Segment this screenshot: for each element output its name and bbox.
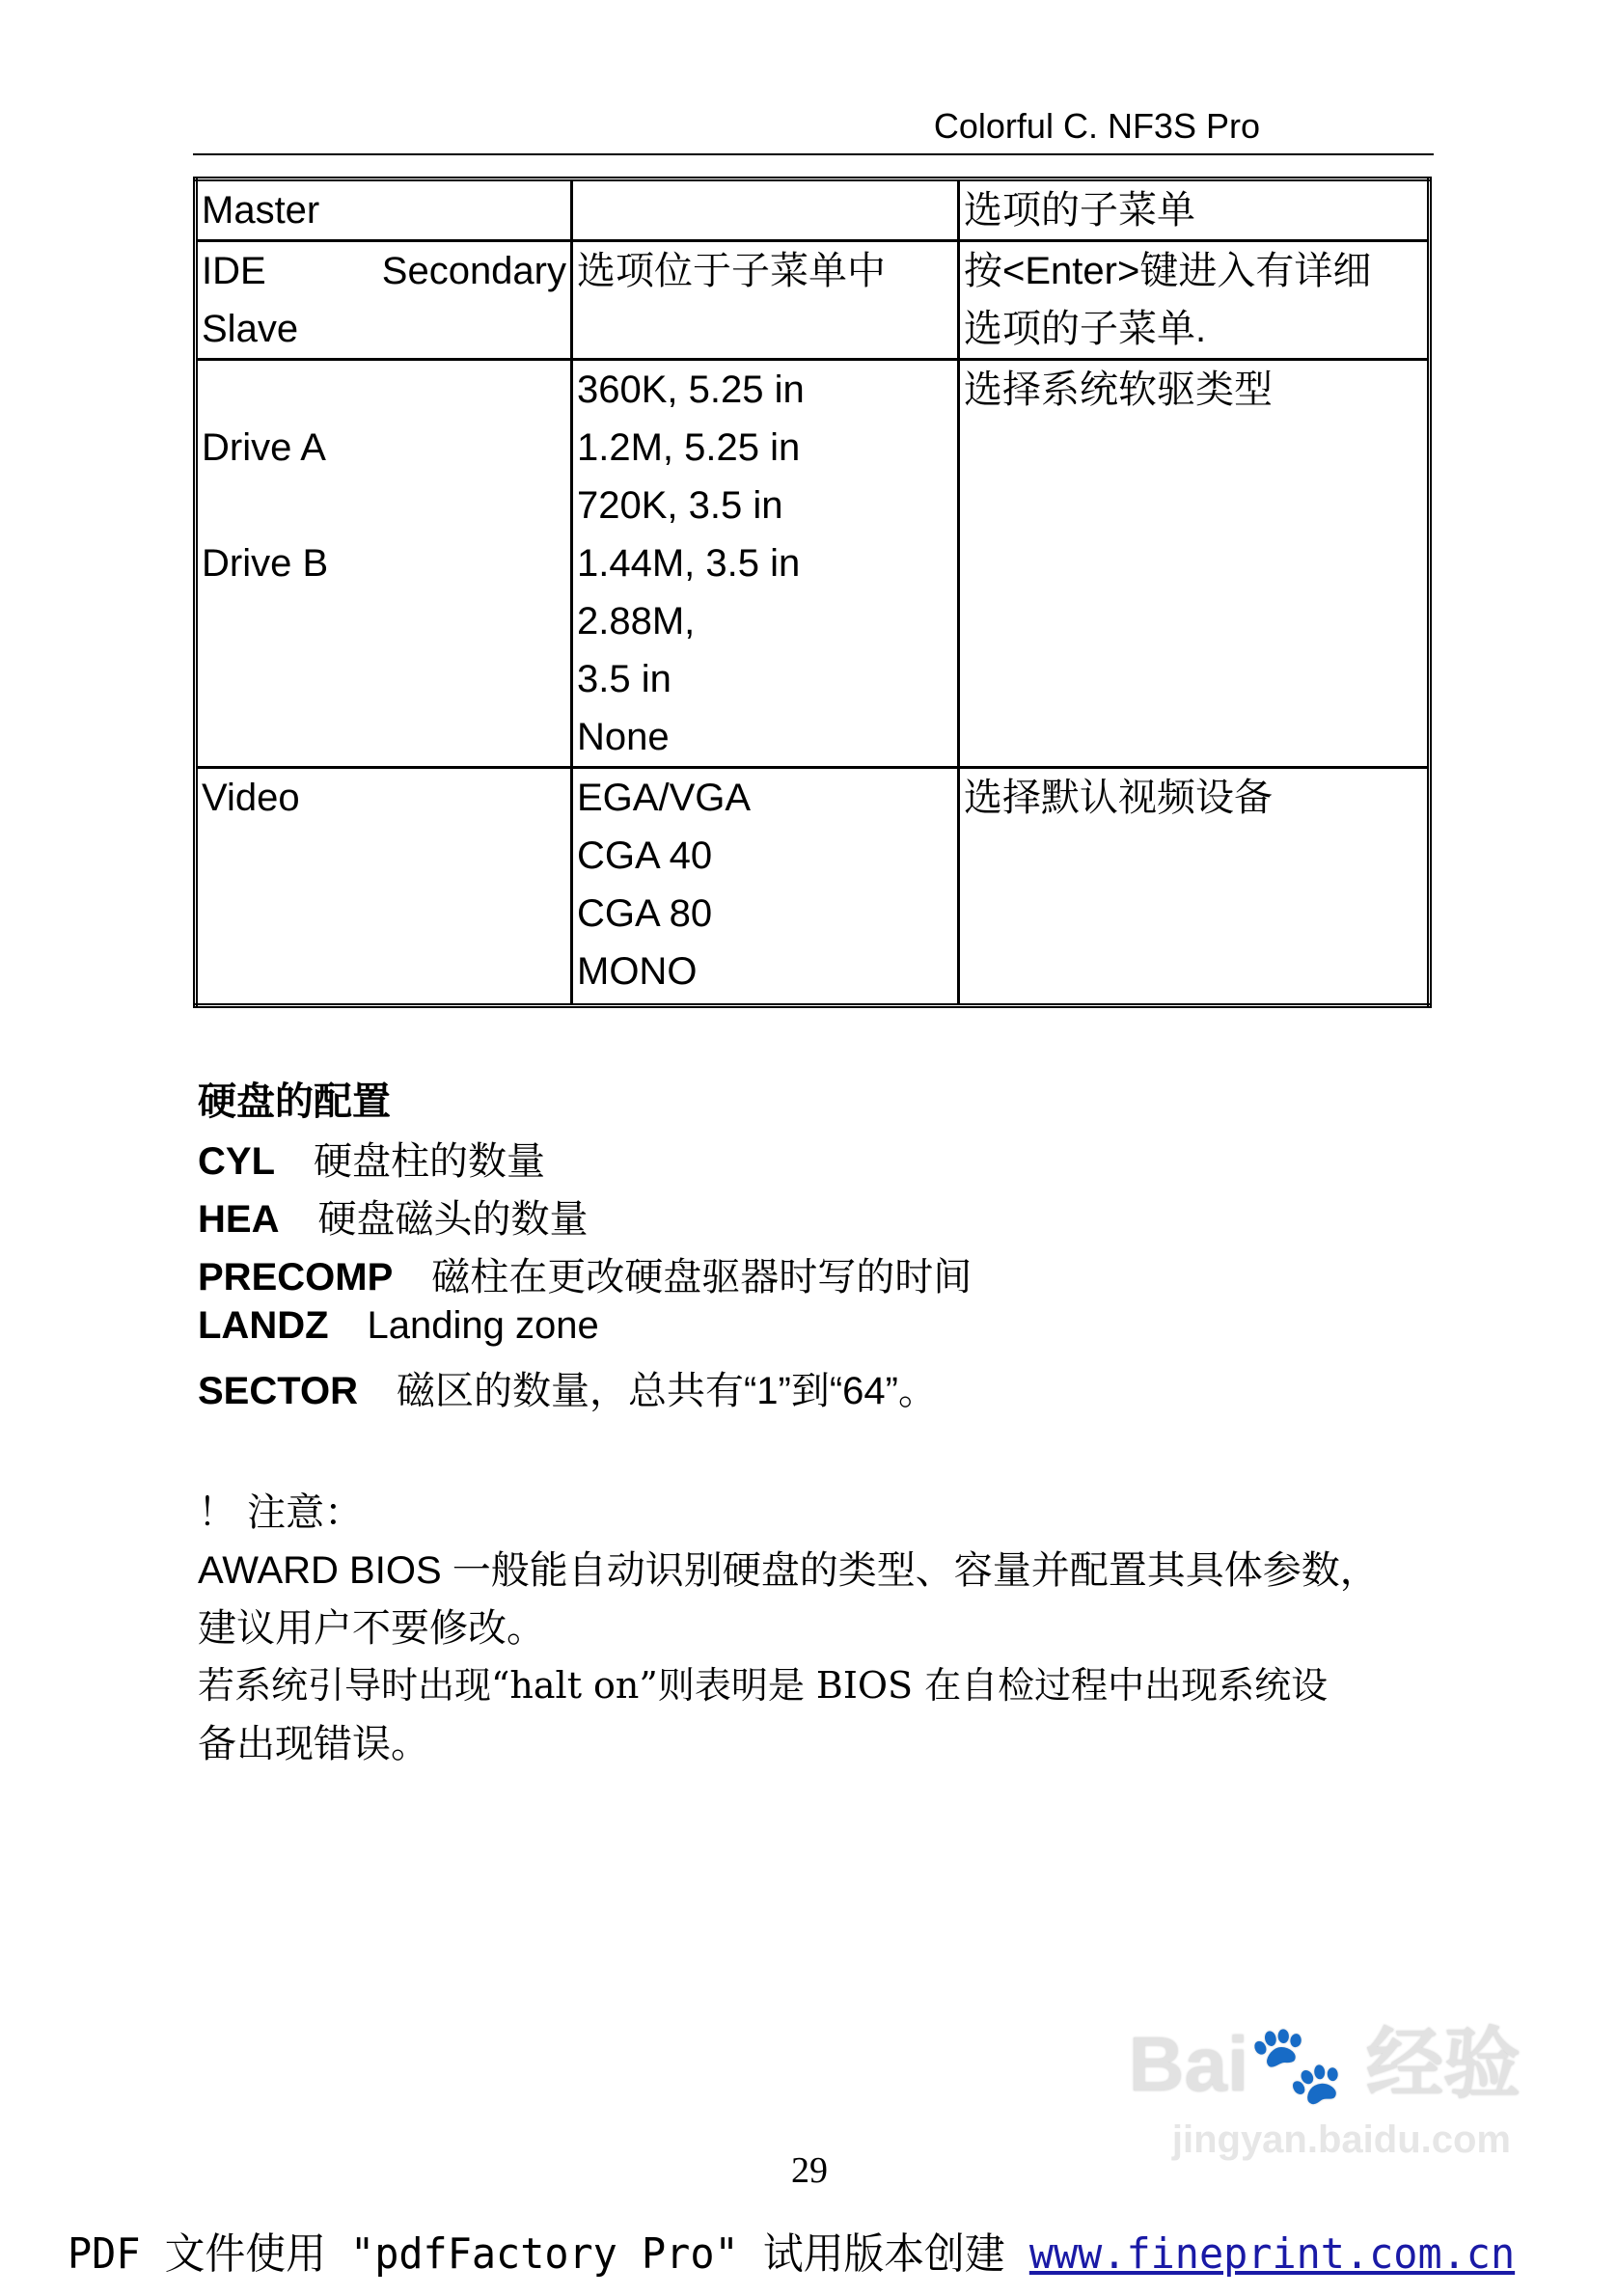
note-line: 若系统引导时出现“halt on”则表明是 BIOS 在自检过程中出现系统设	[198, 1664, 1329, 1707]
definition-item: PRECOMP 磁柱在更改硬盘驱器时写的时间	[198, 1256, 973, 1298]
option-value: 2.88M,	[577, 600, 696, 642]
description: 按<Enter>键进入有详细	[964, 250, 1372, 292]
bios-options-table	[193, 177, 1432, 1008]
baidu-watermark-logo: Bai🐾 经验	[1128, 2021, 1521, 2107]
section-heading: 硬盘的配置	[198, 1080, 391, 1123]
header-rule	[193, 153, 1434, 155]
note-line: AWARD BIOS 一般能自动识别硬盘的类型、容量并配置其具体参数，	[198, 1549, 1379, 1592]
table-row	[196, 179, 1430, 241]
note-title: ！ 注意：	[198, 1491, 364, 1534]
item-label: IDE	[202, 250, 266, 292]
option-value: 720K, 3.5 in	[577, 484, 783, 527]
page-number: 29	[791, 2150, 828, 2191]
option-value: None	[577, 716, 670, 758]
description: 选择默认视频设备	[964, 777, 1273, 819]
definition-item: HEA 硬盘磁头的数量	[198, 1198, 589, 1241]
item-label: Video	[202, 777, 300, 819]
fineprint-link[interactable]: www.fineprint.com.cn	[1028, 2229, 1516, 2279]
option-value: 1.2M, 5.25 in	[577, 426, 801, 469]
pdf-footer: PDF 文件使用 "pdfFactory Pro" 试用版本创建 www.fineprint.com.cn	[68, 2229, 1516, 2279]
table-row	[196, 241, 1430, 360]
definition-item: LANDZ Landing zone	[198, 1304, 599, 1347]
running-header: Colorful C. NF3S Pro	[933, 106, 1260, 146]
option-value: CGA 80	[577, 892, 713, 935]
definition-item: SECTOR 磁区的数量，总共有“1”到“64”。	[198, 1370, 937, 1412]
item-label: Master	[202, 189, 320, 232]
baidu-watermark-url: jingyan.baidu.com	[1171, 2118, 1511, 2161]
option-value: 360K, 5.25 in	[577, 369, 805, 411]
item-label: Drive A	[202, 426, 326, 469]
option-value: 选项位于子菜单中	[577, 250, 886, 292]
table-row	[196, 360, 1430, 768]
option-value: EGA/VGA	[577, 777, 752, 819]
description: 选择系统软驱类型	[964, 369, 1273, 411]
note-line: 备出现错误。	[198, 1723, 429, 1765]
description: 选项的子菜单	[964, 189, 1195, 232]
description: 选项的子菜单.	[964, 308, 1207, 350]
option-value: CGA 40	[577, 834, 713, 877]
definition-item: CYL 硬盘柱的数量	[198, 1140, 545, 1183]
item-label: Drive B	[202, 542, 329, 585]
option-value: 1.44M, 3.5 in	[577, 542, 801, 585]
table-row	[196, 768, 1430, 1006]
option-value: MONO	[577, 950, 698, 993]
item-label: Slave	[202, 308, 299, 350]
note-line: 建议用户不要修改。	[198, 1607, 545, 1650]
item-label: Secondary	[381, 250, 566, 292]
option-value: 3.5 in	[577, 658, 671, 700]
